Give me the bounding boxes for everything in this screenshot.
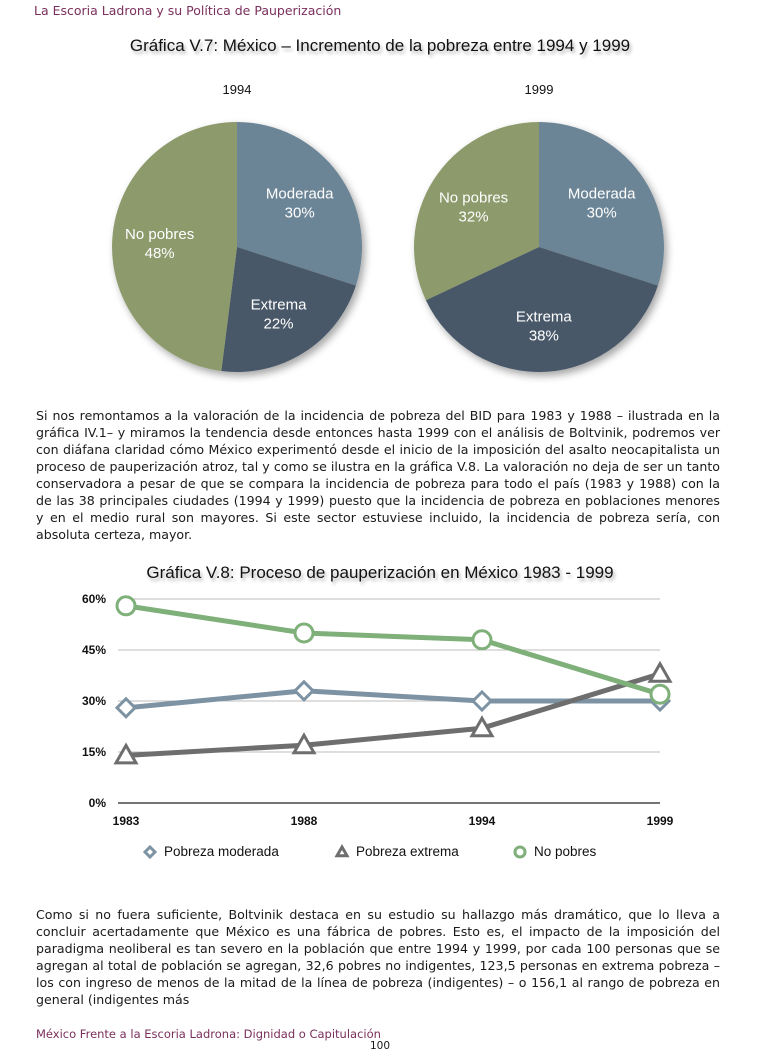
pie-charts: [0, 72, 760, 392]
x-tick-label: 1994: [468, 814, 496, 828]
data-point: [337, 847, 347, 856]
pie-slice-value: 38%: [528, 327, 559, 345]
y-tick-label: 45%: [81, 643, 106, 657]
pie-year-label: 1994: [222, 82, 252, 97]
page-number: 100: [369, 1040, 391, 1052]
data-point: [117, 597, 135, 615]
series-line: [126, 674, 660, 756]
series-pobreza-moderada: [117, 682, 669, 717]
pie-slice-value: 22%: [263, 315, 294, 333]
y-tick-label: 30%: [81, 694, 106, 708]
pie-year-label: 1999: [524, 82, 554, 97]
y-tick-label: 60%: [81, 592, 106, 606]
series-pobreza-extrema: [116, 664, 670, 763]
data-point: [145, 847, 155, 857]
y-tick-label: 0%: [88, 796, 106, 810]
pie-slice-value: 30%: [586, 204, 617, 222]
legend-item-no-pobres: [515, 844, 597, 859]
legend-label: Pobreza extrema: [356, 844, 459, 859]
data-point: [515, 847, 525, 857]
legend-label: No pobres: [534, 844, 597, 859]
legend-label: Pobreza moderada: [164, 844, 279, 859]
data-point: [295, 624, 313, 642]
running-head: La Escoria Ladrona y su Política de Pauperización: [34, 3, 342, 18]
legend-item-pobreza-extrema: [337, 844, 459, 859]
x-tick-label: 1988: [290, 814, 318, 828]
pie-slice-name: Extrema: [515, 308, 572, 326]
footer: México Frente a la Escoria Ladrona: Dignidad o Capitulación: [36, 1027, 381, 1041]
data-point: [473, 631, 491, 649]
x-tick-label: 1999: [646, 814, 674, 828]
pie-slice-value: 48%: [144, 245, 175, 263]
data-point: [473, 692, 491, 710]
line-chart-title: Gráfica V.8: Proceso de pauperización en México 1983 - 1999: [146, 563, 614, 582]
data-point: [650, 664, 670, 682]
pie-slice-value: 30%: [284, 204, 315, 222]
pie-slice-name: Moderada: [265, 185, 334, 203]
pie-slice-name: Moderada: [567, 185, 636, 203]
pie-slice-name: No pobres: [438, 189, 509, 207]
legend-item-pobreza-moderada: [145, 844, 279, 859]
paragraph-1: Si nos remontamos a la valoración de la incidencia de pobreza del BID para 1983 y 1988 – ilustrada en la gráfica IV.1– y miramos la tendencia desde entonces hasta 1999 con el análisis de Boltvinik, podremos ver con diáfana claridad cómo México experimentó desde el inicio de la imposición del asalto neocapitalista un proceso de pauperización atroz, tal y como se ilustra en la gráfica V.8. La valoración no deja de ser un tanto conservadora a pesar de que se compara la incidencia de pobreza para todo el país (1983 y 1988) con la de las 38 principales ciudades (1994 y 1999) puesto que la incidencia de pobreza en poblaciones menores y en el medio rural son mayores. Si este sector estuviese incluido, la incidencia de pobreza sería, con absoluta certeza, mayor.: [36, 408, 720, 542]
data-point: [295, 682, 313, 700]
pie-slice-name: Extrema: [250, 296, 307, 314]
y-tick-label: 15%: [81, 745, 106, 759]
line-chart: [0, 585, 760, 885]
paragraph-2: Como si no fuera suficiente, Boltvinik destaca en su estudio su hallazgo más dramático, que lo lleva a concluir acertadamente que México es una fábrica de pobres. Esto es, el impacto de la imposición del paradigma neoliberal es tan severo en la población que entre 1994 y 1999, por cada 100 personas que se agregan al total de población se agregan, 32,6 pobres no indigentes, 123,5 personas en extrema pobreza –los con ingreso de menos de la mitad de la línea de pobreza (indigentes) – o 156,1 al rango de pobreza en general (indigentes más: [36, 907, 720, 1007]
pie-slice-value: 32%: [458, 208, 489, 226]
data-point: [651, 685, 669, 703]
pie-chart-title: Gráfica V.7: México – Incremento de la pobreza entre 1994 y 1999: [129, 36, 631, 55]
pie-slice-name: No pobres: [125, 226, 195, 244]
x-tick-label: 1983: [112, 814, 140, 828]
